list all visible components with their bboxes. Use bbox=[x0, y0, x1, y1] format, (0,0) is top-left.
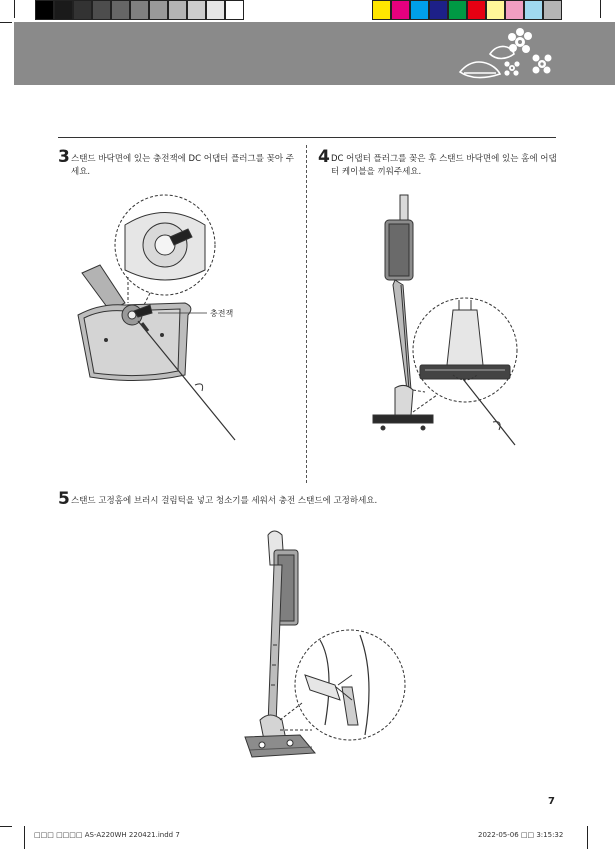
crop-mark bbox=[24, 826, 25, 849]
step-number: 5 bbox=[58, 489, 70, 509]
step-number: 4 bbox=[318, 147, 330, 167]
color-swatch bbox=[73, 0, 92, 20]
crop-mark bbox=[14, 0, 15, 18]
color-swatch bbox=[486, 0, 505, 20]
step-text: 스탠드 고정홈에 브러시 걸림턱을 넣고 청소기를 세워서 충전 스탠드에 고정하세요. bbox=[71, 496, 378, 506]
grayscale-swatch-bar bbox=[35, 0, 244, 20]
section-rule bbox=[58, 137, 556, 138]
footer-file-info: □□□ □□□□ AS-A220WH 220421.indd 7 bbox=[34, 831, 180, 839]
color-swatch bbox=[543, 0, 562, 20]
crop-mark bbox=[0, 826, 12, 827]
color-swatch bbox=[225, 0, 244, 20]
color-swatch bbox=[505, 0, 524, 20]
cable-groove-illustration bbox=[365, 190, 525, 460]
color-swatch bbox=[130, 0, 149, 20]
vacuum-stand-illustration bbox=[240, 525, 415, 770]
color-swatch-bar bbox=[372, 0, 562, 20]
color-swatch bbox=[448, 0, 467, 20]
step-text: 스탠드 바닥면에 있는 충전잭에 DC 어댑터 플러그를 꽂아 주세요. bbox=[71, 154, 294, 177]
color-swatch bbox=[92, 0, 111, 20]
crop-mark bbox=[587, 826, 588, 849]
color-swatch bbox=[524, 0, 543, 20]
charging-jack-label: 충전잭 bbox=[210, 309, 234, 318]
color-swatch bbox=[467, 0, 486, 20]
column-divider bbox=[306, 145, 307, 483]
footer-timestamp: 2022-05-06 □□ 3:15:32 bbox=[478, 831, 564, 839]
color-swatch bbox=[35, 0, 54, 20]
color-swatch bbox=[410, 0, 429, 20]
crop-mark bbox=[0, 22, 12, 23]
color-swatch bbox=[149, 0, 168, 20]
page-number: 7 bbox=[548, 796, 555, 807]
step-number: 3 bbox=[58, 147, 70, 167]
crop-mark bbox=[600, 0, 601, 18]
step-4 bbox=[318, 147, 562, 179]
color-swatch bbox=[168, 0, 187, 20]
color-swatch bbox=[372, 0, 391, 20]
color-swatch bbox=[111, 0, 130, 20]
color-swatch bbox=[54, 0, 73, 20]
color-swatch bbox=[391, 0, 410, 20]
color-swatch bbox=[429, 0, 448, 20]
step-3 bbox=[58, 147, 298, 179]
color-swatch bbox=[206, 0, 225, 20]
flower-decoration-icon bbox=[450, 24, 570, 84]
color-swatch bbox=[187, 0, 206, 20]
step-text: DC 어댑터 플러그를 꽂은 후 스탠드 바닥면에 있는 홈에 어댑터 케이블을 끼워주세요. bbox=[331, 154, 557, 177]
step-5 bbox=[58, 489, 518, 509]
